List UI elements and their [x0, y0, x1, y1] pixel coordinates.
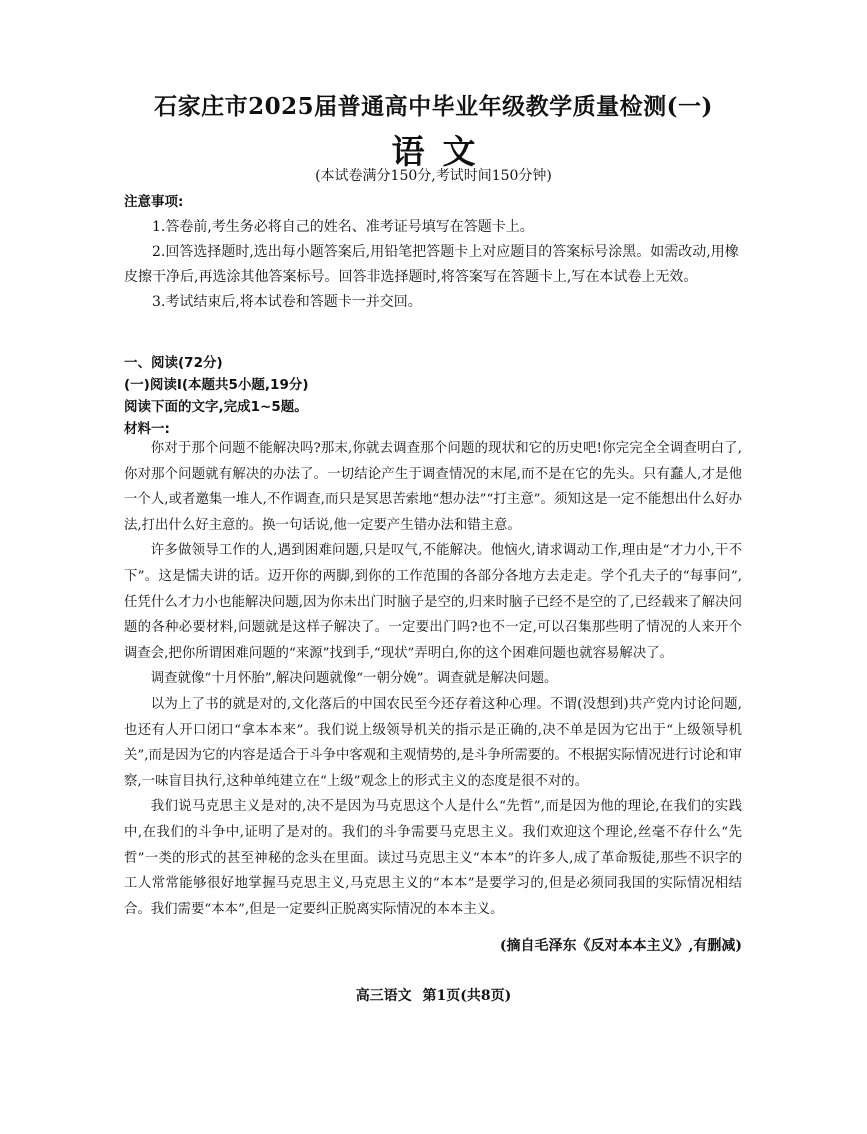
subject-title: 语文 — [391, 132, 494, 171]
note-item: 1.答卷前,考生务必将自己的姓名、准考证号填写在答题卡上。 — [152, 219, 534, 235]
article-paragraph: 许多做领导工作的人,遇到困难问题,只是叹气,不能解决。他恼火,请求调动工作,理由是“才力小,干不下”。这是懦夫讲的话。迈开你的两脚,到你的工作范围的各部分各地方去走走。学个孔夫子的“每事问”,任凭什么才力小也能解决问题,因为你未出门时脑子是空的,归来时脑子已经不是空的了,已经载来了解决问题的各种必要材料,问题就是这样子解决了。一定要出门吗?也不一定,可以召集那些明了情况的人来开个调查会,把你所谓困难问题的“来源”找到手,“现状”弄明白,你的这个困难问题也就容易解决了。 — [124, 543, 742, 661]
instruction: 阅读下面的文字,完成1~5题。 — [124, 399, 308, 415]
exam-title: 石家庄市2025届普通高中毕业年级教学质量检测(一) — [154, 93, 713, 120]
part-heading: 一、阅读(72分) — [124, 355, 223, 371]
material-label: 材料一: — [124, 421, 170, 437]
reading-section-header — [124, 352, 742, 440]
page-footer: 高三语文 第1页(共8页) — [355, 988, 512, 1004]
note-item: 2.回答选择题时,选出每小题答案后,用铅笔把答题卡上对应题目的答案标号涂黑。如需改动,用橡皮擦干净后,再选涂其他答案标号。回答非选择题时,将答案写在答题卡上,写在本试卷上无效。 — [124, 244, 739, 285]
material-one-text — [124, 436, 742, 922]
article-paragraph: 调查就像“十月怀胎”,解决问题就像“一朝分娩”。调查就是解决问题。 — [150, 671, 558, 687]
article-paragraph: 以为上了书的就是对的,文化落后的中国农民至今还存着这种心理。不谓(没想到)共产党内讨论问题,也还有人开口闭口“拿本本来”。我们说上级领导机关的指示是正确的,决不单是因为它出于“上级领导机关”,而是因为它的内容是适合于斗争中客观和主观情势的,是斗争所需要的。不根据实际情况进行讨论和审察,一味盲目执行,这种单纯建立在“上级”观念上的形式主义的态度是很不对的。 — [124, 696, 742, 789]
notes-section — [124, 190, 742, 315]
exam-meta: (本试卷满分150分,考试时间150分钟) — [315, 168, 552, 184]
article-source: (摘自毛泽东《反对本本主义》,有删减) — [499, 938, 742, 954]
sub-heading: (一)阅读Ⅰ(本题共5小题,19分) — [124, 377, 309, 393]
article-paragraph: 我们说马克思主义是对的,决不是因为马克思这个人是什么“先哲”,而是因为他的理论,在我们的实践中,在我们的斗争中,证明了是对的。我们的斗争需要马克思主义。我们欢迎这个理论,丝毫不存什么“先哲”一类的形式的甚至神秘的念头在里面。读过马克思主义“本本”的许多人,成了革命叛徒,那些不识字的工人常常能够很好地掌握马克思主义,马克思主义的“本本”是要学习的,但是必须同我国的实际情况相结合。我们需要“本本”,但是一定要纠正脱离实际情况的本本主义。 — [124, 799, 742, 917]
note-item: 3.考试结束后,将本试卷和答题卡一并交回。 — [152, 294, 422, 310]
notes-heading: 注意事项: — [124, 194, 184, 210]
article-paragraph: 你对于那个问题不能解决吗?那末,你就去调查那个问题的现状和它的历史吧!你完完全全调查明白了,你对那个问题就有解决的办法了。一切结论产生于调查情况的末尾,而不是在它的先头。只有蠢人,才是他一个人,或者邀集一堆人,不作调查,而只是冥思苦索地“想办法”“打主意”。须知这是一定不能想出什么好办法,打出什么好主意的。换一句话说,他一定要产生错办法和错主意。 — [124, 441, 742, 533]
